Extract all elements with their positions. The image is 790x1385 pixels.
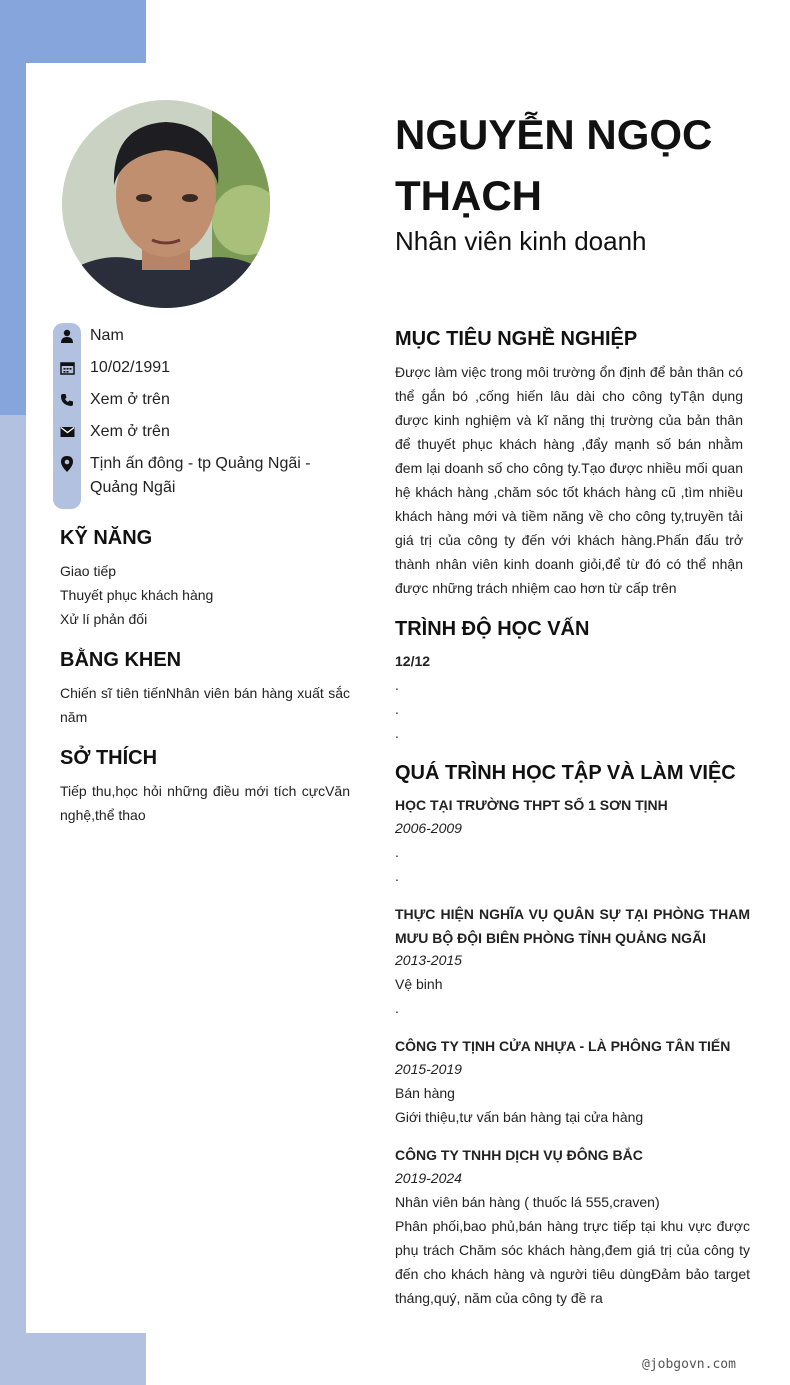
education-line: .: [395, 677, 399, 693]
objective-text: Được làm việc trong môi trường ổn định để bản thân có thể gắn bó ,cống hiến lâu dài cho công tyTận dụng được kinh nghiệm và kĩ năng thị trường của bản thân để thuyết phục khách hàng ,đẩy mạnh số bán nhằm đem lại doanh số cho công ty.Tạo được nhiều mối quan hệ khách hàng ,chăm sóc tốt khách hàng cũ ,tìm nhiều khách hàng mới và tiềm năng về cho công ty,truyền tải giá trị của công ty đến với khách hàng.Phấn đấu trở thành nhân viên kinh doanh giỏi,để từ đó có thể nhận được những trách nhiệm cao hơn từ cấp trên: [395, 364, 743, 596]
contact-email: [53, 420, 353, 444]
experience-org: CÔNG TY TNHH DỊCH VỤ ĐÔNG BẮC: [395, 1147, 643, 1163]
experience-desc: .: [395, 1000, 399, 1016]
education-line: .: [395, 725, 399, 741]
gender-value: Nam: [90, 327, 124, 344]
experience-role: Bán hàng: [395, 1085, 455, 1101]
skill-item: Thuyết phục khách hàng: [60, 587, 214, 603]
experience-desc: Giới thiệu,tư vấn bán hàng tại cửa hàng: [395, 1109, 644, 1125]
watermark: @jobgovn.com: [642, 1357, 736, 1372]
skill-item: Xử lí phản đối: [60, 611, 148, 627]
experience-desc: .: [395, 868, 399, 884]
awards-text: Chiến sĩ tiên tiếnNhân viên bán hàng xuất sắc năm: [60, 685, 350, 725]
education-level: 12/12: [395, 653, 431, 669]
experience-org: CÔNG TY TỊNH CỬA NHỰA - LÀ PHÔNG TÂN TIẾN: [395, 1038, 731, 1054]
education-line: .: [395, 701, 399, 717]
awards-heading: BẰNG KHEN: [60, 649, 182, 671]
experience-period: 2006-2009: [395, 820, 462, 836]
education-heading: TRÌNH ĐỘ HỌC VẤN: [395, 618, 590, 640]
avatar: [62, 100, 270, 308]
contact-gender: [53, 324, 353, 348]
email-icon: [53, 420, 81, 444]
objective-heading: MỤC TIÊU NGHỀ NGHIỆP: [395, 328, 638, 350]
skill-item: Giao tiếp: [60, 563, 117, 579]
experience-heading: QUÁ TRÌNH HỌC TẬP VÀ LÀM VIỆC: [395, 762, 736, 784]
contact-birthday: [53, 356, 353, 380]
phone-value: Xem ở trên: [90, 391, 170, 408]
birthday-value: 10/02/1991: [90, 359, 171, 376]
location-pin-icon: [53, 452, 81, 476]
email-value: Xem ở trên: [90, 423, 170, 440]
candidate-name: NGUYỄN NGỌC THẠCH: [395, 111, 713, 219]
experience-role: Vệ binh: [395, 976, 443, 992]
experience-desc: Phân phối,bao phủ,bán hàng trực tiếp tại khu vực được phụ trách Chăm sóc khách hàng,đem giá trị của công ty đến cho khách hàng và người tiêu dùngĐảm bảo target tháng,quý, năm của công ty đề ra: [395, 1218, 750, 1306]
hobbies-heading: SỞ THÍCH: [60, 747, 158, 769]
person-icon: [53, 324, 81, 348]
job-title: Nhân viên kinh doanh: [395, 226, 647, 256]
contact-address: [53, 452, 353, 500]
hobbies-text: Tiếp thu,học hỏi những điều mới tích cựcVăn nghệ,thể thao: [60, 783, 350, 823]
experience-period: 2015-2019: [395, 1061, 462, 1077]
experience-role: Nhân viên bán hàng ( thuốc lá 555,craven): [395, 1194, 660, 1210]
experience-org: HỌC TẠI TRƯỜNG THPT SỐ 1 SƠN TỊNH: [395, 797, 668, 813]
experience-role: .: [395, 844, 399, 860]
calendar-icon: [53, 356, 81, 380]
experience-period: 2019-2024: [395, 1170, 462, 1186]
address-value: Tịnh ấn đông - tp Quảng Ngãi -Quảng Ngãi: [90, 455, 311, 496]
contact-phone: [53, 388, 353, 412]
phone-icon: [53, 388, 81, 412]
skills-heading: KỸ NĂNG: [60, 527, 153, 549]
experience-period: 2013-2015: [395, 952, 462, 968]
experience-org: THỰC HIỆN NGHĨA VỤ QUÂN SỰ TẠI PHÒNG THAM MƯU BỘ ĐỘI BIÊN PHÒNG TỈNH QUẢNG NGÃI: [395, 906, 750, 946]
